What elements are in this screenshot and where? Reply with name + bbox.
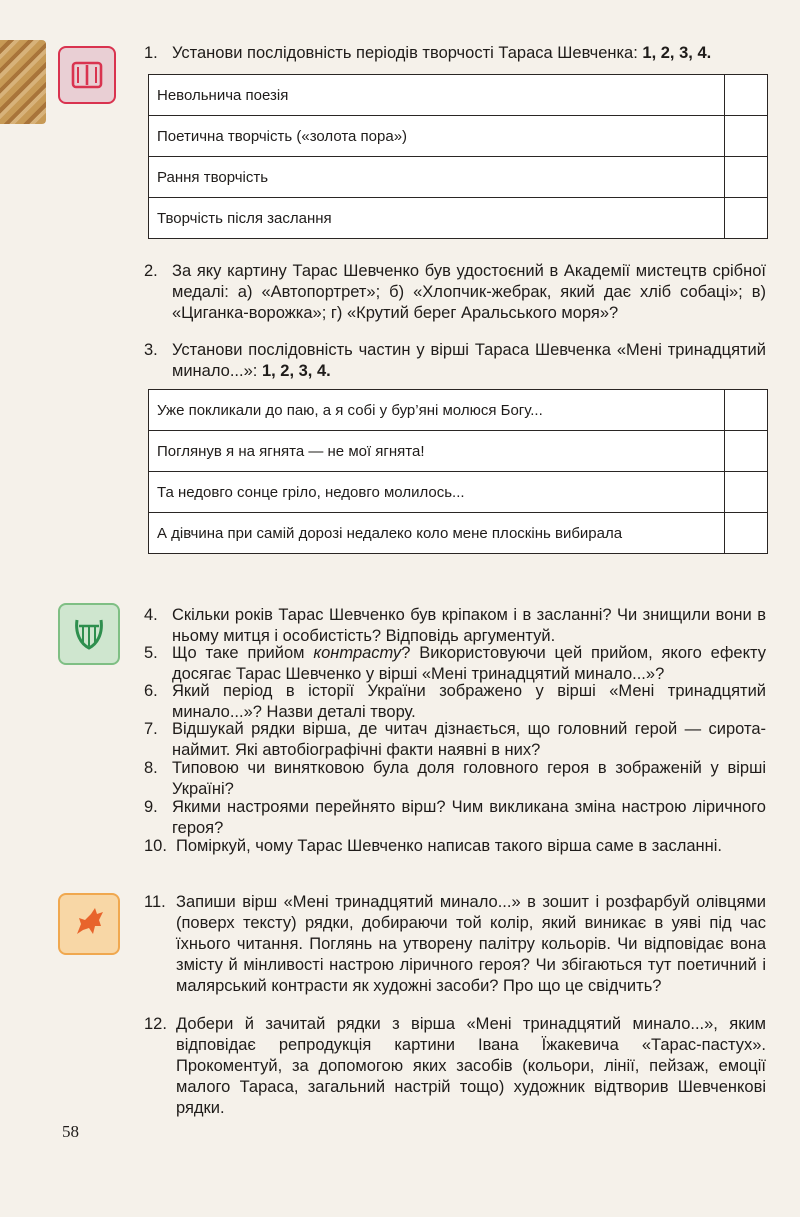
question-12 (146, 1014, 766, 1119)
table-cell: Творчість після заслання (149, 198, 725, 239)
question-2 (146, 261, 766, 324)
table-cell: Та недовго сонце гріло, недовго молилось... (149, 472, 725, 513)
question-text: Добери й зачитай рядки з вірша «Мені тринадцятий минало...», яким відповідає репродукція картини Івана Їжакевича «Тарас-пастух». Прокоментуй, за допомогою яких засобів (кольори, лінії, пейзаж, емоції малого Тараса, загальний настрій тощо) художник відтворив Шевченкові рядки. (176, 1015, 766, 1117)
question-9 (146, 797, 766, 839)
question-11 (146, 892, 766, 997)
answer-box[interactable] (725, 198, 768, 239)
table-row (149, 472, 768, 513)
book-icon (58, 46, 116, 104)
question-text: Скільки років Тарас Шевченко був кріпаком і в засланні? Чи знищили вони в ньому митця і особистість? Відповідь аргументуй. (172, 606, 766, 645)
question-number: 11. (144, 893, 166, 911)
table-row (149, 390, 768, 431)
question-1 (146, 43, 766, 64)
question-number: 3. (144, 341, 158, 359)
question-7 (146, 719, 766, 761)
answer-box[interactable] (725, 75, 768, 116)
corner-ornament (0, 40, 46, 124)
emphasis-term: контрасту (313, 644, 402, 662)
question-number: 1. (144, 44, 158, 62)
table-row (149, 75, 768, 116)
question-number: 4. (144, 606, 158, 624)
table-cell: Поетична творчість («золота пора») (149, 116, 725, 157)
order-numbers: 1, 2, 3, 4. (261, 362, 331, 380)
question-number: 5. (144, 644, 158, 662)
question-text: Який період в історії України зображено у вірші «Мені тринадцятий минало...»? Назви деталі твору. (172, 682, 766, 721)
question-text: ? Використовуючи цей прийом, якого ефекту досягає Тарас Шевченко у вірші «Мені тринадцятий минало...»? (172, 644, 766, 683)
question-6 (146, 681, 766, 723)
page-number: 58 (62, 1122, 79, 1141)
table-cell: Поглянув я на ягнята — не мої ягнята! (149, 431, 725, 472)
question-number: 10. (144, 837, 167, 855)
table-row (149, 116, 768, 157)
table-cell: Рання творчість (149, 157, 725, 198)
question-text: Установи послідовність періодів творчості Тараса Шевченка: (172, 44, 643, 62)
answer-box[interactable] (725, 116, 768, 157)
question-number: 2. (144, 262, 158, 280)
table-cell: Уже покликали до паю, а я собі у бур’яні молюся Богу... (149, 390, 725, 431)
question-number: 9. (144, 798, 158, 816)
pegasus-icon (58, 893, 120, 955)
question-text: Типовою чи винятковою була доля головного героя в зображеній у вірші Україні? (172, 759, 766, 798)
question-text: Запиши вірш «Мені тринадцятий минало...» в зошит і розфарбуй олівцями (поверх тексту) рядки, добираючи той колір, який виникає в уяві під час їхнього читання. Поглянь на утворену палітру кольорів. Чи відповідає вона змісту й мінливості настрою ліричного героя? Чи збігаються тут поетичний і малярський контрасти як художні засоби? Про що це свідчить? (176, 893, 766, 995)
question-text: За яку картину Тарас Шевченко був удостоєний в Академії мистецтв срібної медалі: а) «Автопортрет»; б) «Хлопчик-жебрак, який дає хліб собаці»; в) «Циганка-ворожка»; г) «Крутий берег Аральського моря»? (172, 262, 766, 322)
answer-box[interactable] (725, 390, 768, 431)
question-10 (146, 836, 766, 857)
question-text: Відшукай рядки вірша, де читач дізнається, що головний герой — сирота-наймит. Які автобіографічні факти наявні в них? (172, 720, 766, 759)
question-5 (146, 643, 766, 685)
answer-box[interactable] (725, 431, 768, 472)
table-cell: Невольнича поезія (149, 75, 725, 116)
question-text: Що таке прийом (172, 644, 314, 662)
answer-box[interactable] (725, 157, 768, 198)
question-4 (146, 605, 766, 647)
table-row (149, 157, 768, 198)
order-table-poem-parts (148, 389, 768, 554)
table-row (149, 198, 768, 239)
question-number: 6. (144, 682, 158, 700)
question-number: 8. (144, 759, 158, 777)
question-number: 12. (144, 1015, 167, 1033)
answer-box[interactable] (725, 513, 768, 554)
table-row (149, 431, 768, 472)
table-cell: А дівчина при самій дорозі недалеко коло мене плоскінь вибирала (149, 513, 725, 554)
order-numbers: 1, 2, 3, 4. (642, 44, 712, 62)
lyre-icon (58, 603, 120, 665)
answer-box[interactable] (725, 472, 768, 513)
question-text: Установи послідовність частин у вірші Тараса Шевченка «Мені тринадцятий минало...»: (172, 341, 766, 380)
table-row (149, 513, 768, 554)
order-table-periods (148, 74, 768, 239)
question-number: 7. (144, 720, 158, 738)
question-3 (146, 340, 766, 382)
question-text: Якими настроями перейнято вірш? Чим викликана зміна настрою ліричного героя? (172, 798, 766, 837)
question-text: Поміркуй, чому Тарас Шевченко написав такого вірша саме в засланні. (176, 837, 722, 855)
question-8 (146, 758, 766, 800)
